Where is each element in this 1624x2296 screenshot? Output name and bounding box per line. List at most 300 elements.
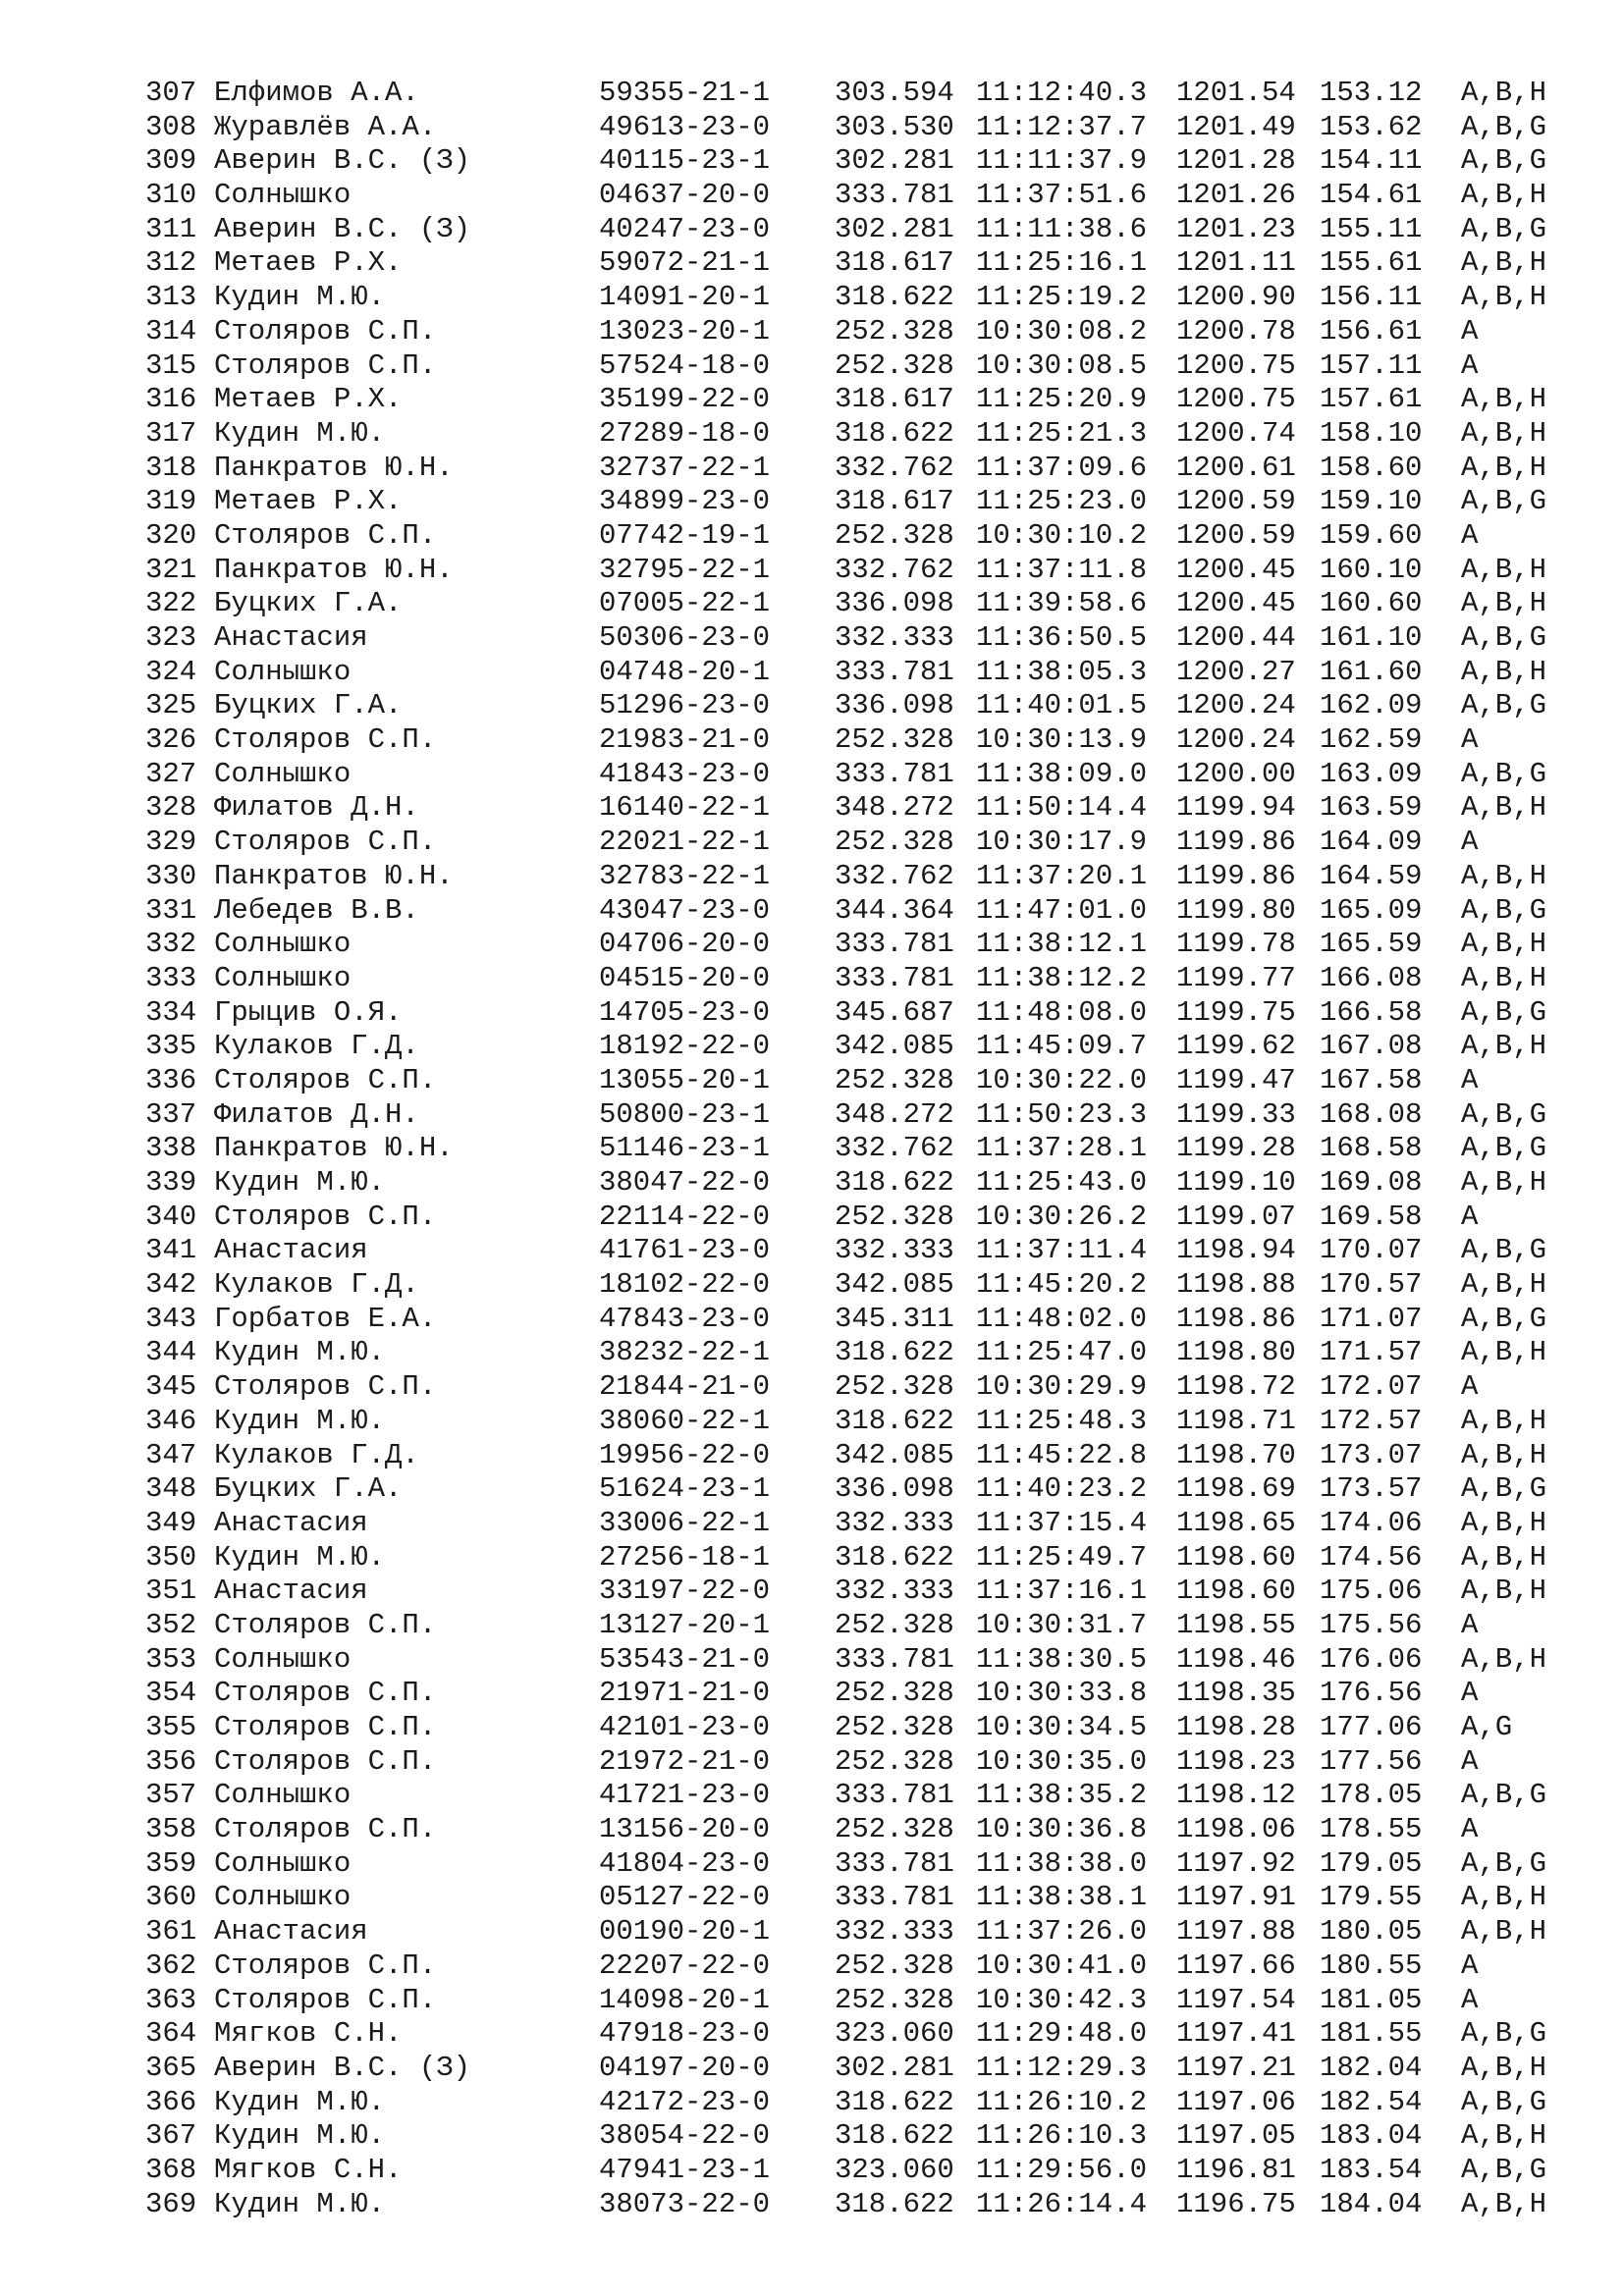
place-number: 356	[145, 1744, 197, 1778]
ring-number: 40115-23-1	[599, 144, 771, 178]
place-number: 328	[145, 791, 197, 825]
fancier-name: Буцких Г.А.	[214, 587, 403, 620]
fancier-name: Аверин В.С. (З)	[214, 212, 471, 245]
speed-value: 1198.80	[1176, 1336, 1296, 1369]
arrival-time: 11:12:40.3	[976, 77, 1148, 109]
fancier-name: Панкратов Ю.Н.	[214, 1132, 454, 1165]
table-row	[145, 2017, 1559, 2052]
arrival-time: 11:12:37.7	[976, 110, 1148, 143]
place-number: 323	[145, 621, 197, 654]
categories: A,B,H	[1461, 1030, 1547, 1063]
fancier-name: Мягков С.Н.	[214, 2017, 403, 2051]
place-number: 365	[145, 2051, 197, 2084]
speed-value: 1197.54	[1176, 1983, 1296, 2016]
arrival-time: 10:30:17.9	[976, 826, 1148, 859]
arrival-time: 11:25:21.3	[976, 416, 1148, 450]
table-row	[145, 791, 1559, 826]
table-row	[145, 349, 1559, 384]
categories: A,B,G	[1461, 1132, 1547, 1165]
distance-km: 318.622	[835, 2119, 954, 2153]
table-row	[145, 689, 1559, 723]
table-row	[145, 1575, 1559, 1609]
speed-value: 1200.00	[1176, 757, 1296, 790]
fancier-name: Кудин М.Ю.	[214, 1336, 386, 1369]
coefficient: 153.12	[1320, 77, 1423, 109]
arrival-time: 11:25:49.7	[976, 1540, 1148, 1574]
ring-number: 05127-22-0	[599, 1881, 771, 1914]
distance-km: 252.328	[835, 723, 954, 757]
table-row	[145, 1609, 1559, 1643]
distance-km: 332.762	[835, 451, 954, 484]
distance-km: 333.781	[835, 1779, 954, 1812]
distance-km: 252.328	[835, 348, 954, 382]
speed-value: 1200.59	[1176, 485, 1296, 518]
fancier-name: Столяров С.П.	[214, 1063, 437, 1096]
arrival-time: 11:45:20.2	[976, 1268, 1148, 1302]
speed-value: 1198.86	[1176, 1302, 1296, 1335]
ring-number: 04515-20-0	[599, 961, 771, 994]
speed-value: 1199.07	[1176, 1200, 1296, 1233]
place-number: 361	[145, 1915, 197, 1949]
place-number: 315	[145, 348, 197, 382]
categories: A	[1461, 348, 1479, 382]
table-row	[145, 1201, 1559, 1235]
distance-km: 342.085	[835, 1268, 954, 1302]
place-number: 314	[145, 314, 197, 347]
distance-km: 332.333	[835, 1234, 954, 1267]
speed-value: 1198.94	[1176, 1234, 1296, 1267]
arrival-time: 11:45:09.7	[976, 1030, 1148, 1063]
ring-number: 16140-22-1	[599, 791, 771, 825]
speed-value: 1198.60	[1176, 1540, 1296, 1574]
place-number: 354	[145, 1677, 197, 1710]
arrival-time: 10:30:10.2	[976, 518, 1148, 552]
table-row	[145, 1268, 1559, 1303]
speed-value: 1200.61	[1176, 451, 1296, 484]
coefficient: 156.61	[1320, 314, 1423, 347]
arrival-time: 10:30:42.3	[976, 1983, 1148, 2016]
coefficient: 180.55	[1320, 1949, 1423, 1982]
place-number: 321	[145, 553, 197, 586]
speed-value: 1198.46	[1176, 1642, 1296, 1676]
categories: A,B,H	[1461, 1166, 1547, 1199]
table-row	[145, 860, 1559, 894]
coefficient: 181.55	[1320, 2017, 1423, 2051]
categories: A	[1461, 518, 1479, 552]
categories: A,B,G	[1461, 110, 1547, 143]
ring-number: 27256-18-1	[599, 1540, 771, 1574]
ring-number: 51624-23-1	[599, 1472, 771, 1506]
table-row	[145, 452, 1559, 486]
categories: A,B,H	[1461, 961, 1547, 994]
speed-value: 1198.60	[1176, 1575, 1296, 1608]
ring-number: 59072-21-1	[599, 246, 771, 280]
place-number: 319	[145, 485, 197, 518]
table-row	[145, 383, 1559, 417]
speed-value: 1198.12	[1176, 1779, 1296, 1812]
arrival-time: 10:30:13.9	[976, 723, 1148, 757]
speed-value: 1198.55	[1176, 1608, 1296, 1641]
distance-km: 333.781	[835, 1642, 954, 1676]
ring-number: 13127-20-1	[599, 1608, 771, 1641]
arrival-time: 11:26:14.4	[976, 2187, 1148, 2220]
speed-value: 1197.91	[1176, 1881, 1296, 1914]
distance-km: 333.781	[835, 1846, 954, 1880]
fancier-name: Мягков С.Н.	[214, 2153, 403, 2186]
categories: A	[1461, 1744, 1479, 1778]
ring-number: 38232-22-1	[599, 1336, 771, 1369]
distance-km: 252.328	[835, 518, 954, 552]
fancier-name: Анастасия	[214, 1506, 368, 1539]
speed-value: 1200.75	[1176, 383, 1296, 416]
fancier-name: Кулаков Г.Д.	[214, 1030, 419, 1063]
categories: A	[1461, 826, 1479, 859]
table-row	[145, 1472, 1559, 1507]
table-row	[145, 1098, 1559, 1133]
categories: A,B,H	[1461, 1336, 1547, 1369]
ring-number: 18192-22-0	[599, 1030, 771, 1063]
distance-km: 336.098	[835, 1472, 954, 1506]
categories: A,B,G	[1461, 1472, 1547, 1506]
distance-km: 318.622	[835, 1404, 954, 1437]
place-number: 360	[145, 1881, 197, 1914]
table-row	[145, 485, 1559, 519]
speed-value: 1197.41	[1176, 2017, 1296, 2051]
place-number: 332	[145, 928, 197, 961]
distance-km: 302.281	[835, 144, 954, 178]
table-row	[145, 1745, 1559, 1780]
ring-number: 32783-22-1	[599, 859, 771, 892]
coefficient: 157.61	[1320, 383, 1423, 416]
coefficient: 159.10	[1320, 485, 1423, 518]
table-row	[145, 1132, 1559, 1166]
ring-number: 04706-20-0	[599, 928, 771, 961]
speed-value: 1200.59	[1176, 518, 1296, 552]
categories: A,G	[1461, 1711, 1513, 1743]
ring-number: 22207-22-0	[599, 1949, 771, 1982]
fancier-name: Кулаков Г.Д.	[214, 1438, 419, 1471]
table-row	[145, 519, 1559, 554]
distance-km: 252.328	[835, 1063, 954, 1096]
categories: A,B,H	[1461, 1575, 1547, 1608]
table-row	[145, 1881, 1559, 1915]
speed-value: 1197.92	[1176, 1846, 1296, 1880]
fancier-name: Горбатов Е.А.	[214, 1302, 437, 1335]
coefficient: 158.10	[1320, 416, 1423, 450]
place-number: 353	[145, 1642, 197, 1676]
categories: A,B,G	[1461, 1097, 1547, 1131]
coefficient: 177.06	[1320, 1711, 1423, 1743]
table-row	[145, 77, 1559, 111]
distance-km: 333.781	[835, 655, 954, 688]
table-row	[145, 1507, 1559, 1541]
categories: A,B,G	[1461, 1234, 1547, 1267]
categories: A,B,H	[1461, 179, 1547, 212]
ring-number: 38060-22-1	[599, 1404, 771, 1437]
distance-km: 332.762	[835, 859, 954, 892]
categories: A,B,H	[1461, 2051, 1547, 2084]
ring-number: 33006-22-1	[599, 1506, 771, 1539]
coefficient: 178.05	[1320, 1779, 1423, 1812]
speed-value: 1201.23	[1176, 212, 1296, 245]
coefficient: 165.59	[1320, 928, 1423, 961]
speed-value: 1197.05	[1176, 2119, 1296, 2153]
categories: A	[1461, 1983, 1479, 2016]
coefficient: 175.56	[1320, 1608, 1423, 1641]
fancier-name: Кудин М.Ю.	[214, 2085, 386, 2118]
table-row	[145, 1847, 1559, 1882]
speed-value: 1199.75	[1176, 995, 1296, 1029]
place-number: 341	[145, 1234, 197, 1267]
coefficient: 172.57	[1320, 1404, 1423, 1437]
speed-value: 1201.11	[1176, 246, 1296, 280]
table-row	[145, 111, 1559, 145]
ring-number: 47918-23-0	[599, 2017, 771, 2051]
table-row	[145, 554, 1559, 588]
categories: A,B,G	[1461, 995, 1547, 1029]
speed-value: 1196.75	[1176, 2187, 1296, 2220]
distance-km: 332.333	[835, 1506, 954, 1539]
categories: A,B,H	[1461, 655, 1547, 688]
speed-value: 1200.24	[1176, 689, 1296, 722]
ring-number: 41843-23-0	[599, 757, 771, 790]
arrival-time: 11:38:35.2	[976, 1779, 1148, 1812]
distance-km: 252.328	[835, 826, 954, 859]
place-number: 343	[145, 1302, 197, 1335]
ring-number: 53543-21-0	[599, 1642, 771, 1676]
fancier-name: Столяров С.П.	[214, 1370, 437, 1404]
coefficient: 157.11	[1320, 348, 1423, 382]
coefficient: 183.04	[1320, 2119, 1423, 2153]
table-row	[145, 1234, 1559, 1268]
coefficient: 179.05	[1320, 1846, 1423, 1880]
arrival-time: 11:40:01.5	[976, 689, 1148, 722]
categories: A,B,H	[1461, 383, 1547, 416]
arrival-time: 10:30:33.8	[976, 1677, 1148, 1710]
arrival-time: 11:37:15.4	[976, 1506, 1148, 1539]
table-row	[145, 1677, 1559, 1711]
fancier-name: Метаев Р.Х.	[214, 246, 403, 280]
coefficient: 169.08	[1320, 1166, 1423, 1199]
categories: A,B,H	[1461, 791, 1547, 825]
distance-km: 252.328	[835, 1370, 954, 1404]
ring-number: 22021-22-1	[599, 826, 771, 859]
fancier-name: Солнышко	[214, 961, 352, 994]
speed-value: 1199.78	[1176, 928, 1296, 961]
distance-km: 318.622	[835, 1336, 954, 1369]
distance-km: 333.781	[835, 1881, 954, 1914]
place-number: 352	[145, 1608, 197, 1641]
fancier-name: Грыцив О.Я.	[214, 995, 403, 1029]
distance-km: 348.272	[835, 791, 954, 825]
table-row	[145, 621, 1559, 656]
fancier-name: Столяров С.П.	[214, 1677, 437, 1710]
place-number: 358	[145, 1813, 197, 1846]
table-row	[145, 1643, 1559, 1678]
place-number: 322	[145, 587, 197, 620]
coefficient: 155.11	[1320, 212, 1423, 245]
table-row	[145, 656, 1559, 690]
distance-km: 323.060	[835, 2017, 954, 2051]
arrival-time: 11:48:02.0	[976, 1302, 1148, 1335]
ring-number: 49613-23-0	[599, 110, 771, 143]
ring-number: 42101-23-0	[599, 1711, 771, 1743]
coefficient: 180.05	[1320, 1915, 1423, 1949]
categories: A,B,G	[1461, 1779, 1547, 1812]
distance-km: 333.781	[835, 928, 954, 961]
distance-km: 318.617	[835, 485, 954, 518]
place-number: 369	[145, 2187, 197, 2220]
arrival-time: 11:39:58.6	[976, 587, 1148, 620]
fancier-name: Столяров С.П.	[214, 1949, 437, 1982]
categories: A,B,G	[1461, 485, 1547, 518]
ring-number: 51296-23-0	[599, 689, 771, 722]
distance-km: 332.762	[835, 553, 954, 586]
coefficient: 167.58	[1320, 1063, 1423, 1096]
distance-km: 332.333	[835, 621, 954, 654]
table-row	[145, 1915, 1559, 1949]
fancier-name: Буцких Г.А.	[214, 689, 403, 722]
arrival-time: 10:30:41.0	[976, 1949, 1148, 1982]
arrival-time: 11:11:37.9	[976, 144, 1148, 178]
place-number: 334	[145, 995, 197, 1029]
fancier-name: Столяров С.П.	[214, 348, 437, 382]
categories: A	[1461, 1677, 1479, 1710]
place-number: 337	[145, 1097, 197, 1131]
speed-value: 1198.88	[1176, 1268, 1296, 1302]
table-row	[145, 1439, 1559, 1473]
table-row	[145, 144, 1559, 179]
distance-km: 318.617	[835, 246, 954, 280]
place-number: 313	[145, 281, 197, 314]
place-number: 318	[145, 451, 197, 484]
table-row	[145, 587, 1559, 621]
arrival-time: 11:38:38.1	[976, 1881, 1148, 1914]
fancier-name: Кудин М.Ю.	[214, 416, 386, 450]
ring-number: 07742-19-1	[599, 518, 771, 552]
table-row	[145, 2052, 1559, 2086]
place-number: 350	[145, 1540, 197, 1574]
ring-number: 41761-23-0	[599, 1234, 771, 1267]
distance-km: 252.328	[835, 1983, 954, 2016]
coefficient: 163.59	[1320, 791, 1423, 825]
distance-km: 342.085	[835, 1438, 954, 1471]
distance-km: 345.311	[835, 1302, 954, 1335]
arrival-time: 11:25:23.0	[976, 485, 1148, 518]
speed-value: 1199.47	[1176, 1063, 1296, 1096]
distance-km: 252.328	[835, 1677, 954, 1710]
arrival-time: 11:38:38.0	[976, 1846, 1148, 1880]
coefficient: 165.09	[1320, 893, 1423, 927]
fancier-name: Кудин М.Ю.	[214, 1166, 386, 1199]
categories: A,B,H	[1461, 1506, 1547, 1539]
categories: A,B,G	[1461, 212, 1547, 245]
categories: A,B,G	[1461, 621, 1547, 654]
ring-number: 19956-22-0	[599, 1438, 771, 1471]
coefficient: 173.57	[1320, 1472, 1423, 1506]
arrival-time: 11:38:09.0	[976, 757, 1148, 790]
place-number: 333	[145, 961, 197, 994]
fancier-name: Кудин М.Ю.	[214, 281, 386, 314]
speed-value: 1201.54	[1176, 77, 1296, 109]
ring-number: 47941-23-1	[599, 2153, 771, 2186]
coefficient: 158.60	[1320, 451, 1423, 484]
ring-number: 50800-23-1	[599, 1097, 771, 1131]
coefficient: 154.61	[1320, 179, 1423, 212]
ring-number: 51146-23-1	[599, 1132, 771, 1165]
fancier-name: Анастасия	[214, 1575, 368, 1608]
speed-value: 1198.65	[1176, 1506, 1296, 1539]
fancier-name: Кудин М.Ю.	[214, 1540, 386, 1574]
arrival-time: 11:37:11.4	[976, 1234, 1148, 1267]
speed-value: 1197.66	[1176, 1949, 1296, 1982]
ring-number: 42172-23-0	[599, 2085, 771, 2118]
fancier-name: Столяров С.П.	[214, 518, 437, 552]
distance-km: 342.085	[835, 1030, 954, 1063]
categories: A,B,H	[1461, 1642, 1547, 1676]
coefficient: 179.55	[1320, 1881, 1423, 1914]
speed-value: 1199.86	[1176, 859, 1296, 892]
arrival-time: 11:25:19.2	[976, 281, 1148, 314]
arrival-time: 11:45:22.8	[976, 1438, 1148, 1471]
coefficient: 160.60	[1320, 587, 1423, 620]
place-number: 368	[145, 2153, 197, 2186]
fancier-name: Анастасия	[214, 1915, 368, 1949]
table-row	[145, 1779, 1559, 1813]
arrival-time: 10:30:26.2	[976, 1200, 1148, 1233]
coefficient: 153.62	[1320, 110, 1423, 143]
arrival-time: 10:30:08.5	[976, 348, 1148, 382]
categories: A,B,H	[1461, 246, 1547, 280]
table-row	[145, 1984, 1559, 2018]
place-number: 364	[145, 2017, 197, 2051]
fancier-name: Солнышко	[214, 928, 352, 961]
coefficient: 161.60	[1320, 655, 1423, 688]
speed-value: 1200.27	[1176, 655, 1296, 688]
distance-km: 302.281	[835, 212, 954, 245]
ring-number: 47843-23-0	[599, 1302, 771, 1335]
categories: A,B,H	[1461, 1404, 1547, 1437]
fancier-name: Солнышко	[214, 655, 352, 688]
arrival-time: 11:50:23.3	[976, 1097, 1148, 1131]
distance-km: 318.617	[835, 383, 954, 416]
table-row	[145, 928, 1559, 962]
speed-value: 1197.21	[1176, 2051, 1296, 2084]
arrival-time: 11:48:08.0	[976, 995, 1148, 1029]
categories: A,B,G	[1461, 144, 1547, 178]
place-number: 311	[145, 212, 197, 245]
fancier-name: Анастасия	[214, 1234, 368, 1267]
place-number: 349	[145, 1506, 197, 1539]
arrival-time: 11:26:10.3	[976, 2119, 1148, 2153]
arrival-time: 11:25:47.0	[976, 1336, 1148, 1369]
place-number: 359	[145, 1846, 197, 1880]
place-number: 329	[145, 826, 197, 859]
ring-number: 07005-22-1	[599, 587, 771, 620]
arrival-time: 11:47:01.0	[976, 893, 1148, 927]
categories: A,B,G	[1461, 1846, 1547, 1880]
place-number: 326	[145, 723, 197, 757]
categories: A	[1461, 1063, 1479, 1096]
distance-km: 252.328	[835, 1949, 954, 1982]
fancier-name: Столяров С.П.	[214, 1711, 437, 1743]
categories: A,B,H	[1461, 587, 1547, 620]
fancier-name: Кудин М.Ю.	[214, 2119, 386, 2153]
speed-value: 1198.35	[1176, 1677, 1296, 1710]
coefficient: 182.54	[1320, 2085, 1423, 2118]
ring-number: 35199-22-0	[599, 383, 771, 416]
categories: A,B,H	[1461, 451, 1547, 484]
